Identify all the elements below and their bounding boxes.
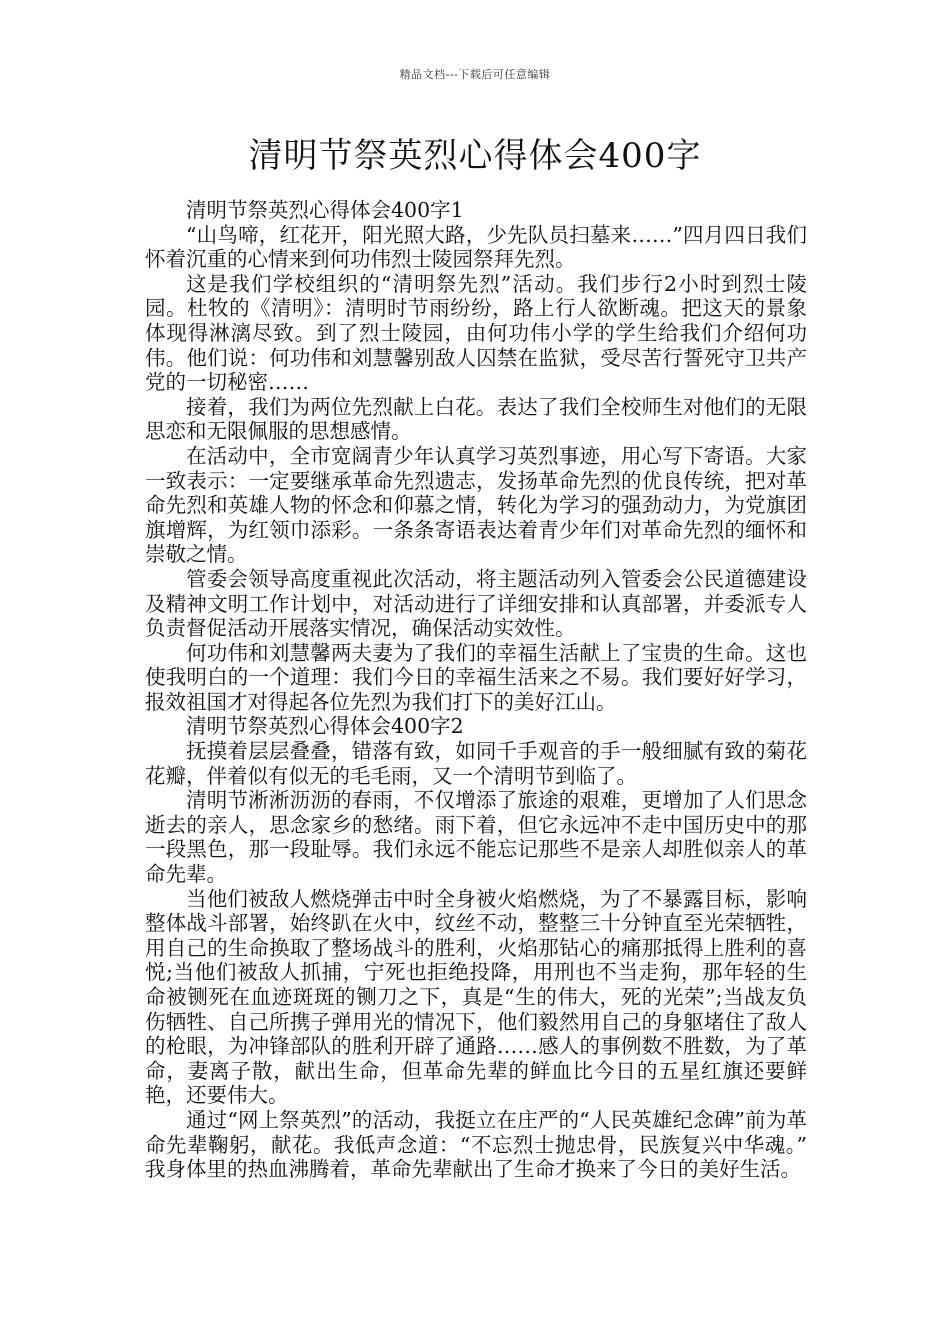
paragraph: 何功伟和刘慧馨两夫妻为了我们的幸福生活献上了宝贵的生命。这也使我明白的一个道理：我们今日的幸福生活来之不易。我们要好好学习，报效祖国才对得起各位先烈为我们打下的美好江山。 [145,640,807,714]
document-title: 清明节祭英烈心得体会400字 [248,136,702,176]
paragraph: 在活动中，全市宽阔青少年认真学习英烈事迹，用心写下寄语。大家一致表示：一定要继承革命先烈遗志，发扬革命先烈的优良传统，把对革命先烈和英雄人物的怀念和仰慕之情，转化为学习的强劲动力，为党旗团旗增辉，为红领巾添彩。一条条寄语表达着青少年们对革命先烈的缅怀和崇敬之情。 [145,443,807,567]
paragraph: 这是我们学校组织的“清明祭先烈”活动。我们步行2小时到烈士陵园。杜牧的《清明》：清明时节雨纷纷，路上行人欲断魂。把这天的景象体现得淋漓尽致。到了烈士陵园，由何功伟小学的学生给我们介绍何功伟。他们说：何功伟和刘慧馨别敌人囚禁在监狱，受尽苦行誓死守卫共产党的一切秘密…… [145,271,807,395]
paragraph: 抚摸着层层叠叠，错落有致，如同千手观音的手一般细腻有致的菊花花瓣，伴着似有似无的毛毛雨，又一个清明节到临了。 [145,739,807,788]
paragraph: “山鸟啼，红花开，阳光照大路，少先队员扫墓来……”四月四日我们怀着沉重的心情来到何功伟烈士陵园祭拜先烈。 [145,222,807,272]
paragraph: 清明节淅淅沥沥的春雨，不仅增添了旅途的艰难，更增加了人们思念逝去的亲人，思念家乡的愁绪。雨下着，但它永远冲不走中国历史中的那一段黑色，那一段耻辱。我们永远不能忘记那些不是亲人却胜似亲人的革命先辈。 [145,788,807,887]
document-body [145,198,807,1182]
paragraph: 当他们被敌人燃烧弹击中时全身被火焰燃烧，为了不暴露目标，影响整体战斗部署，始终趴在火中，纹丝不动，整整三十分钟直至光荣牺牲，用自己的生命换取了整场战斗的胜利，火焰那钻心的痛那抵得上胜利的喜悦;当他们被敌人抓捕，宁死也拒绝投降，用刑也不当走狗，那年轻的生命被铡死在血迹斑斑的铡刀之下，真是“生的伟大，死的光荣”;当战友负伤牺牲、自己所携子弹用光的情况下，他们毅然用自己的身躯堵住了敌人的枪眼，为冲锋部队的胜利开辟了通路……感人的事例数不胜数，为了革命，妻离子散，献出生命，但革命先辈的鲜血比今日的五星红旗还要鲜艳，还要伟大。 [145,886,807,1108]
section-heading-2: 清明节祭英烈心得体会400字2 [186,714,464,739]
section-heading-1: 清明节祭英烈心得体会400字1 [186,198,464,222]
paragraph: 管委会领导高度重视此次活动，将主题活动列入管委会公民道德建设及精神文明工作计划中，对活动进行了详细安排和认真部署，并委派专人负责督促活动开展落实情况，确保活动实效性。 [145,566,807,641]
paragraph: 通过“网上祭英烈”的活动，我挺立在庄严的“人民英雄纪念碑”前为革命先辈鞠躬，献花。我低声念道：“不忘烈士抛忠骨，民族复兴中华魂。” 我身体里的热血沸腾着，革命先辈献出了生命才换来了今日的美好生活。 [145,1107,807,1182]
page-header-note: 精品文档---下载后可任意编辑 [399,68,551,81]
paragraph: 接着，我们为两位先烈献上白花。表达了我们全校师生对他们的无限思恋和无限佩服的思想感情。 [145,394,807,444]
